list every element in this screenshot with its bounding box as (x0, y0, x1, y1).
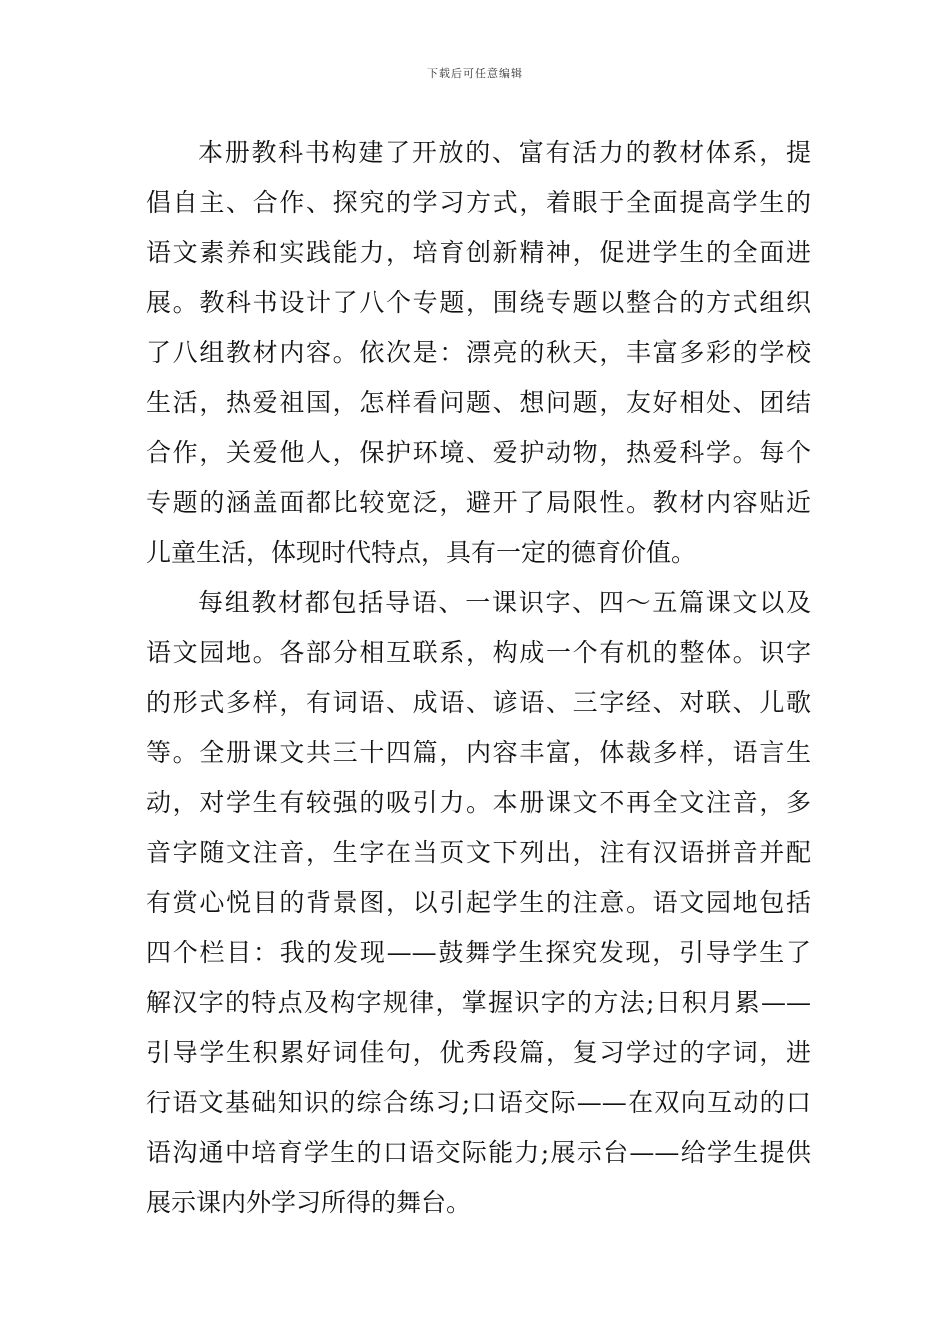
paragraph-line: 专题的涵盖面都比较宽泛，避开了局限性。教材内容贴近 (146, 488, 811, 517)
paragraph-line: 音字随文注音，生字在当页文下列出，注有汉语拼音并配 (146, 838, 811, 867)
header-note: 下载后可任意编辑 (427, 67, 523, 80)
paragraph-1 (146, 128, 811, 578)
paragraph-line: 生活，热爱祖国，怎样看问题、想问题，友好相处、团结 (146, 388, 811, 417)
paragraph-line: 动，对学生有较强的吸引力。本册课文不再全文注音，多 (146, 788, 811, 817)
paragraph-line: 了八组教材内容。依次是：漂亮的秋天，丰富多彩的学校 (146, 338, 811, 367)
paragraph-line: 等。全册课文共三十四篇，内容丰富，体裁多样，语言生 (146, 738, 811, 767)
paragraph-line: 有赏心悦目的背景图，以引起学生的注意。语文园地包括 (146, 888, 811, 917)
paragraph-line: 解汉字的特点及构字规律，掌握识字的方法;日积月累—— (146, 988, 811, 1017)
paragraph-line: 每组教材都包括导语、一课识字、四～五篇课文以及 (198, 588, 811, 617)
paragraph-line: 儿童生活，体现时代特点，具有一定的德育价值。 (146, 538, 697, 567)
paragraph-line: 倡自主、合作、探究的学习方式，着眼于全面提高学生的 (146, 188, 811, 217)
body-text (146, 128, 811, 1228)
paragraph-line: 合作，关爱他人，保护环境、爱护动物，热爱科学。每个 (146, 438, 811, 467)
paragraph-line: 语文园地。各部分相互联系，构成一个有机的整体。识字 (146, 638, 811, 667)
paragraph-line: 引导学生积累好词佳句，优秀段篇，复习学过的字词，进 (146, 1038, 811, 1067)
paragraph-line: 展示课内外学习所得的舞台。 (146, 1188, 472, 1217)
paragraph-line: 四个栏目：我的发现——鼓舞学生探究发现，引导学生了 (146, 938, 811, 967)
paragraph-line: 本册教科书构建了开放的、富有活力的教材体系，提 (198, 138, 811, 167)
paragraph-line: 语沟通中培育学生的口语交际能力;展示台——给学生提供 (146, 1138, 811, 1167)
paragraph-line: 行语文基础知识的综合练习;口语交际——在双向互动的口 (146, 1088, 811, 1117)
paragraph-2 (146, 578, 811, 1228)
paragraph-line: 的形式多样，有词语、成语、谚语、三字经、对联、儿歌 (146, 688, 811, 717)
paragraph-line: 语文素养和实践能力，培育创新精神，促进学生的全面进 (146, 238, 811, 267)
paragraph-line: 展。教科书设计了八个专题，围绕专题以整合的方式组织 (146, 288, 811, 317)
